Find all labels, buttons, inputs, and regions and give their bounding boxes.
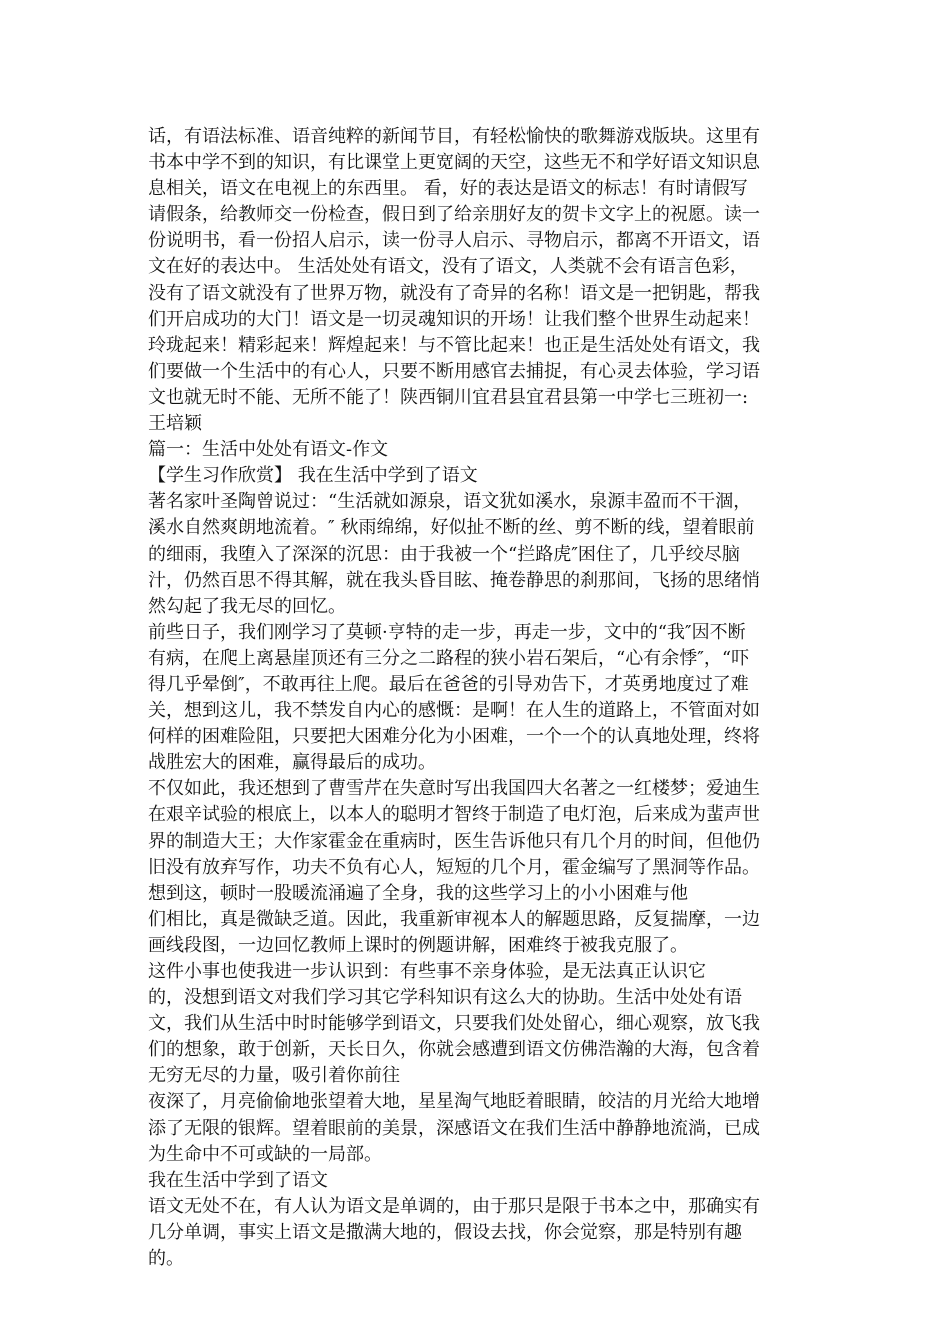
text-line: 夜深了，月亮偷偷地张望着大地，星星淘气地眨着眼睛，皎洁的月光给大地增 bbox=[148, 1091, 760, 1113]
text-line: 有病，在爬上离悬崖顶还有三分之二路程的狭小岩石架后，“心有余悸″，“吓 bbox=[148, 647, 750, 669]
text-line: 前些日子，我们刚学习了莫顿·亨特的走一步，再走一步，文中的“我″因不断 bbox=[148, 621, 746, 643]
text-line: 溪水自然爽朗地流着。″ 秋雨绵绵，好似扯不断的丝、剪不断的线，望着眼前 bbox=[148, 517, 755, 539]
text-line: 王培颖 bbox=[148, 413, 202, 435]
text-line: 不仅如此，我还想到了曹雪芹在失意时写出我国四大名著之一红楼梦；爱迪生 bbox=[148, 778, 760, 800]
text-line: 份说明书，看一份招人启示，读一份寻人启示、寻物启示，都离不开语文，语 bbox=[148, 230, 760, 252]
document-body bbox=[148, 124, 808, 1272]
text-line: 息相关，语文在电视上的东西里。 看，好的表达是语文的标志！有时请假写 bbox=[148, 178, 748, 200]
text-line: 何样的困难险阻，只要把大困难分化为小困难，一个一个的认真地处理，终将 bbox=[148, 726, 760, 748]
text-line: 我在生活中学到了语文 bbox=[148, 1169, 328, 1191]
text-line: 然勾起了我无尽的回忆。 bbox=[148, 595, 346, 617]
text-line: 汁，仍然百思不得其解，就在我头昏目眩、掩卷静思的刹那间，飞扬的思绪悄 bbox=[148, 569, 760, 591]
text-line: 无穷无尽的力量，吸引着你前往 bbox=[148, 1065, 400, 1087]
text-line: 画线段图，一边回忆教师上课时的例题讲解，困难终于被我克服了。 bbox=[148, 934, 688, 956]
text-line: 【学生习作欣赏】 我在生活中学到了语文 bbox=[148, 465, 478, 487]
text-line: 的。 bbox=[148, 1248, 184, 1270]
text-line: 在艰辛试验的根底上，以本人的聪明才智终于制造了电灯泡，后来成为蜚声世 bbox=[148, 804, 760, 826]
text-line: 著名家叶圣陶曾说过：“生活就如源泉，语文犹如溪水，泉源丰盈而不干涸， bbox=[148, 491, 752, 513]
text-line: 为生命中不可或缺的一局部。 bbox=[148, 1143, 382, 1165]
text-line: 文，我们从生活中时时能够学到语文，只要我们处处留心，细心观察，放飞我 bbox=[148, 1013, 760, 1035]
text-line: 想到这，顿时一股暖流涌遍了全身，我的这些学习上的小小困难与他 bbox=[148, 882, 688, 904]
text-line: 文在好的表达中。 生活处处有语文，没有了语文，人类就不会有语言色彩， bbox=[148, 256, 748, 278]
text-line: 添了无限的银辉。望着眼前的美景，深感语文在我们生活中静静地流淌，已成 bbox=[148, 1117, 760, 1139]
text-line: 这件小事也使我进一步认识到：有些事不亲身体验，是无法真正认识它 bbox=[148, 961, 706, 982]
text-line: 没有了语文就没有了世界万物，就没有了奇异的名称！语文是一把钥匙，帮我 bbox=[148, 282, 760, 304]
text-line: 书本中学不到的知识，有比课堂上更宽阔的天空，这些无不和学好语文知识息 bbox=[148, 152, 760, 174]
text-line: 的，没想到语文对我们学习其它学科知识有这么大的协助。生活中处处有语 bbox=[148, 987, 742, 1009]
text-line: 文也就无时不能、无所不能了！陕西铜川宜君县宜君县第一中学七三班初一: bbox=[148, 386, 749, 408]
text-line: 们相比，真是微缺乏道。因此，我重新审视本人的解题思路，反复揣摩，一边 bbox=[148, 908, 760, 930]
text-line: 们要做一个生活中的有心人，只要不断用感官去捕捉，有心灵去体验，学习语 bbox=[148, 360, 760, 382]
text-line: 战胜宏大的困难，赢得最后的成功。 bbox=[148, 752, 436, 774]
text-line: 关，想到这儿，我不禁发自内心的感慨：是啊！在人生的道路上，不管面对如 bbox=[148, 700, 760, 722]
text-line: 话，有语法标准、语音纯粹的新闻节目，有轻松愉快的歌舞游戏版块。这里有 bbox=[148, 126, 760, 147]
text-line: 语文无处不在，有人认为语文是单调的，由于那只是限于书本之中，那确实有 bbox=[148, 1195, 760, 1217]
text-line: 界的制造大王；大作家霍金在重病时，医生告诉他只有几个月的时间，但他仍 bbox=[148, 830, 760, 852]
text-line: 们的想象，敢于创新，天长日久，你就会感遭到语文仿佛浩瀚的大海，包含着 bbox=[148, 1039, 760, 1061]
text-line: 得几乎晕倒″，不敢再往上爬。最后在爸爸的引导劝告下，才英勇地度过了难 bbox=[148, 673, 749, 695]
text-line: 玲珑起来！精彩起来！辉煌起来！与不管比起来！也正是生活处处有语文，我 bbox=[148, 334, 760, 356]
text-line: 请假条，给教师交一份检查，假日到了给亲朋好友的贺卡文字上的祝愿。读一 bbox=[148, 204, 760, 226]
text-line: 篇一：生活中处处有语文-作文 bbox=[148, 439, 389, 461]
text-line: 几分单调，事实上语文是撒满大地的，假设去找，你会觉察，那是特别有趣 bbox=[148, 1221, 742, 1243]
text-line: 的细雨，我堕入了深深的沉思：由于我被一个“拦路虎″困住了，几乎绞尽脑 bbox=[148, 543, 740, 565]
text-line: 旧没有放弃写作，功夫不负有心人，短短的几个月，霍金编写了黑洞等作品。 bbox=[148, 856, 760, 878]
text-line: 们开启成功的大门！语文是一切灵魂知识的开场！让我们整个世界生动起来！ bbox=[148, 308, 760, 330]
